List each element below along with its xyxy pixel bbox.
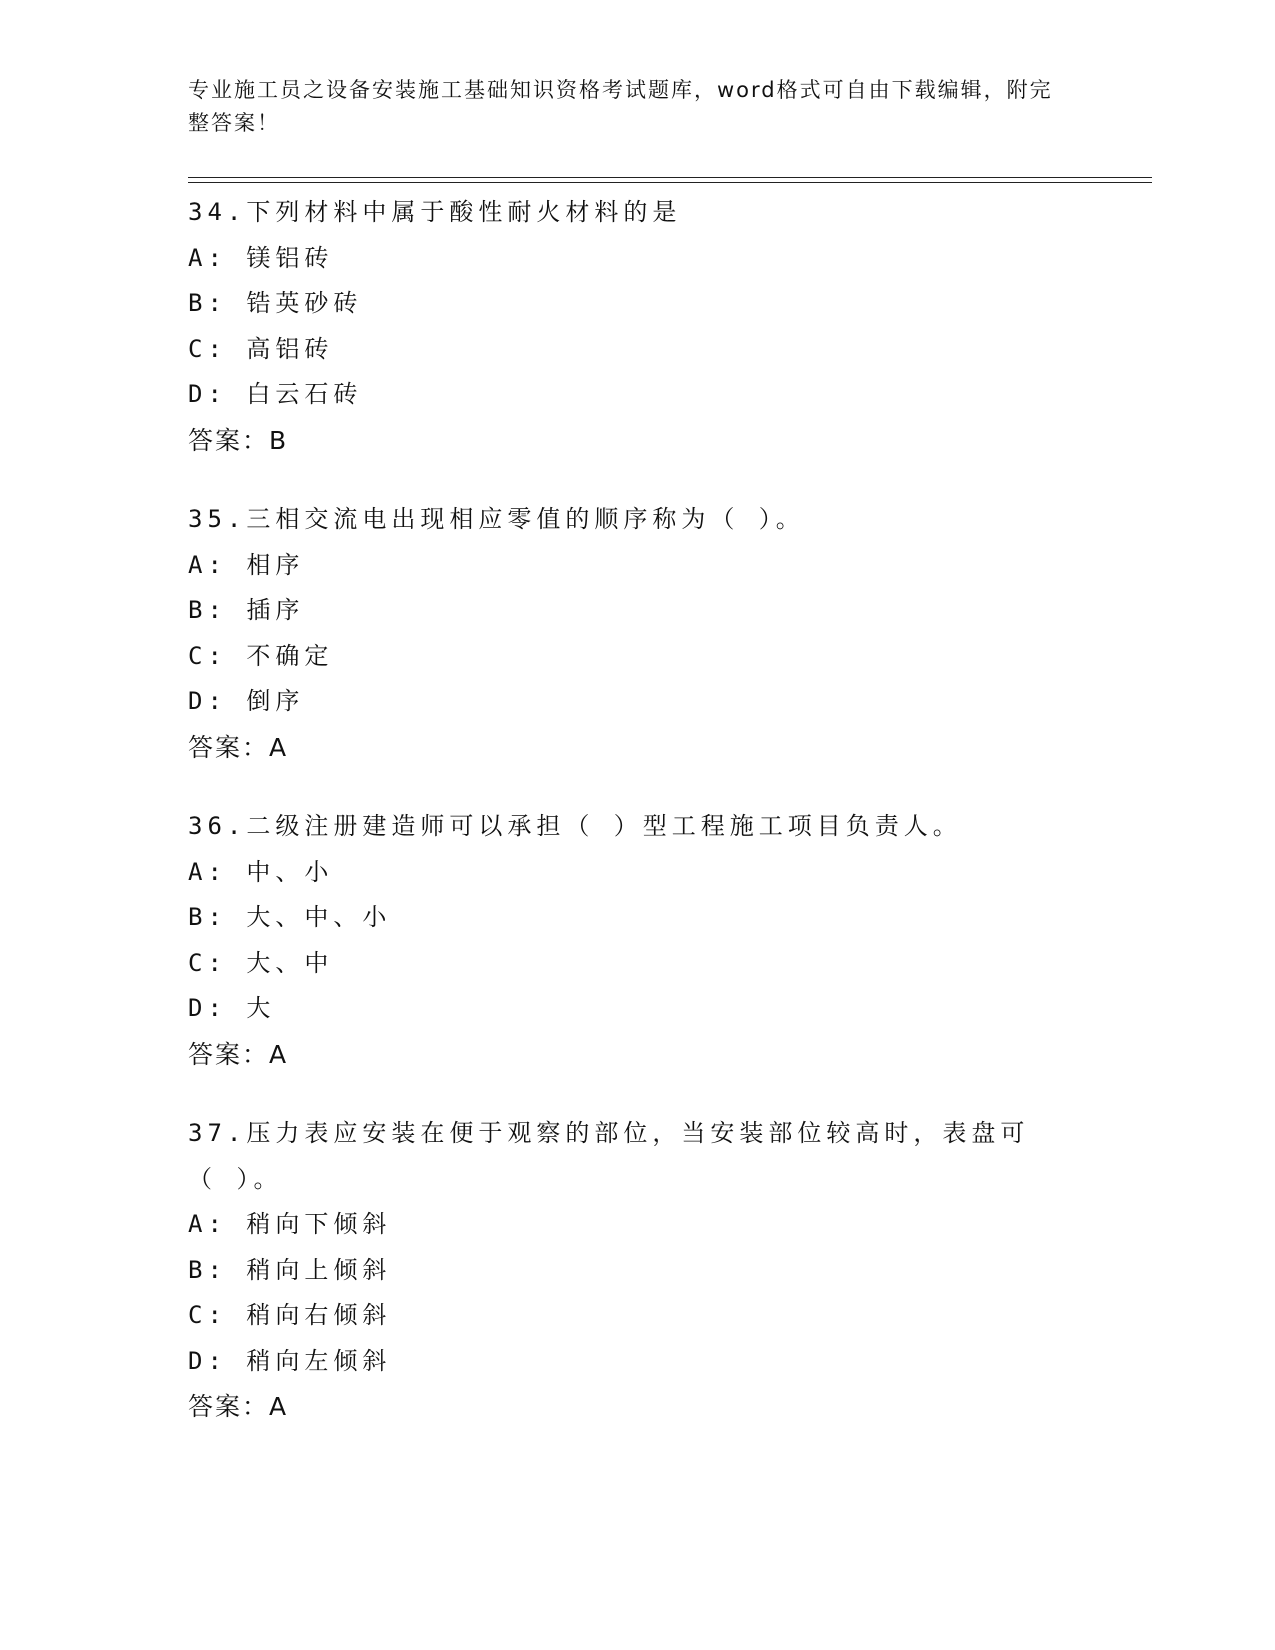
question-37 [188,1111,1088,1430]
question-36 [188,804,1088,1077]
option-a: A: 中、小 [188,857,334,886]
question-35 [188,497,1088,770]
option-a: A: 稍向下倾斜 [188,1210,392,1238]
answer-line: 答案：B [188,425,289,455]
option-d: D: 大 [188,994,276,1022]
question-list [188,190,1088,1464]
question-stem: 36.二级注册建造师可以承担（ ）型工程施工项目负责人。 [188,812,962,840]
option-b: B: 锆英砂砖 [188,289,363,317]
option-b: B: 插序 [188,596,305,624]
option-c: C: 不确定 [188,641,334,670]
option-b: B: 稍向上倾斜 [188,1255,392,1284]
header-text: 专业施工员之设备安装施工基础知识资格考试题库，word格式可自由下载编辑，附完整答案！ [188,78,1053,135]
header-divider-bottom [188,182,1152,183]
question-stem: 35.三相交流电出现相应零值的顺序称为（ ）。 [188,505,805,533]
question-34 [188,190,1088,463]
header-divider-top [188,177,1152,178]
option-a: A: 镁铝砖 [188,243,334,272]
answer-line: 答案：A [188,1392,289,1421]
option-c: C: 高铝砖 [188,334,334,363]
question-stem: 37.压力表应安装在便于观察的部位，当安装部位较高时，表盘可（ ）。 [188,1119,1030,1193]
option-a: A: 相序 [188,550,305,579]
option-d: D: 白云石砖 [188,380,363,408]
option-d: D: 倒序 [188,687,305,715]
answer-line: 答案：A [188,1039,289,1069]
option-d: D: 稍向左倾斜 [188,1346,392,1375]
question-stem: 34.下列材料中属于酸性耐火材料的是 [188,198,682,226]
option-c: C: 稍向右倾斜 [188,1301,392,1329]
document-header [188,74,1068,140]
answer-line: 答案：A [188,732,289,762]
option-c: C: 大、中 [188,948,334,977]
option-b: B: 大、中、小 [188,903,392,931]
